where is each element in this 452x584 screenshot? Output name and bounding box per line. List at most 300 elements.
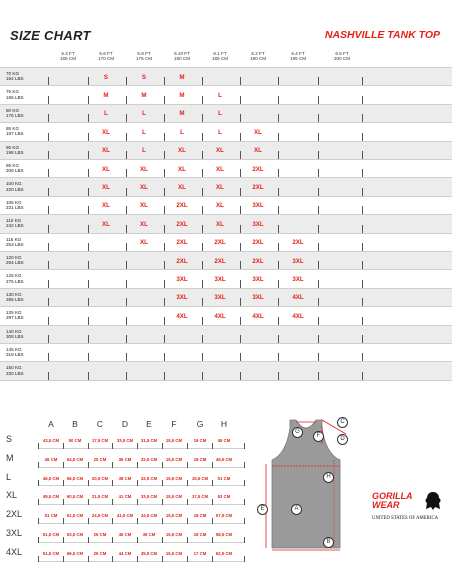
column-tick xyxy=(88,353,89,361)
column-tick xyxy=(318,298,319,306)
size-cell: 2XL xyxy=(252,183,264,191)
weight-kg: 135 KG xyxy=(6,310,22,316)
column-tick xyxy=(112,556,113,562)
column-tick xyxy=(362,114,363,122)
weight-label xyxy=(6,310,24,320)
measure-size-label: S xyxy=(6,434,13,444)
column-tick xyxy=(240,372,241,380)
column-tick xyxy=(63,462,64,468)
column-tick xyxy=(212,499,213,505)
column-tick xyxy=(48,151,49,159)
measure-column-header: H xyxy=(220,419,228,429)
height-cm: 195 CM xyxy=(289,56,307,62)
size-cell: XL xyxy=(102,202,110,210)
column-tick xyxy=(362,353,363,361)
measure-value: 56,5 CM xyxy=(66,475,84,481)
size-cell: 3XL xyxy=(214,294,226,302)
diagram-label-b: B xyxy=(323,537,334,548)
column-tick xyxy=(187,518,188,524)
measure-value: 15,5 CM xyxy=(165,438,183,443)
size-chart-title: SIZE CHART xyxy=(10,28,91,43)
measure-size-label: 3XL xyxy=(6,528,23,538)
divider xyxy=(0,380,452,381)
column-tick xyxy=(278,114,279,122)
weight-row xyxy=(0,344,452,362)
column-tick xyxy=(48,169,49,177)
weight-row xyxy=(0,362,452,380)
weight-lbs: 330 LBS xyxy=(6,370,24,376)
measure-size-label: 4XL xyxy=(6,546,23,557)
column-tick xyxy=(126,280,127,288)
divider xyxy=(38,504,244,505)
column-tick xyxy=(48,280,49,288)
height-column-header xyxy=(238,51,278,62)
size-cell: L xyxy=(142,147,146,155)
weight-kg: 150 KG xyxy=(6,365,22,371)
height-column-header xyxy=(124,51,164,62)
column-tick xyxy=(48,114,49,122)
size-cell: 3XL xyxy=(252,220,264,228)
measure-value: 36 CM xyxy=(118,456,132,462)
divider xyxy=(38,485,244,486)
height-cm: 165 CM xyxy=(59,56,77,62)
measure-value: 16 CM xyxy=(193,438,207,443)
size-cell: M xyxy=(141,91,147,99)
column-tick xyxy=(112,537,113,543)
column-tick xyxy=(212,443,213,449)
measure-value: 19 CM xyxy=(193,456,207,462)
column-tick xyxy=(362,206,363,214)
column-tick xyxy=(278,133,279,141)
column-tick xyxy=(88,462,89,468)
weight-lbs: 209 LBS xyxy=(6,168,24,174)
column-tick xyxy=(38,556,39,562)
column-tick xyxy=(244,462,245,468)
column-tick xyxy=(88,317,89,325)
measure-value: 26 CM xyxy=(93,550,107,556)
size-cell: 2XL xyxy=(252,239,264,247)
column-tick xyxy=(48,353,49,361)
measure-value: 43,5 CM xyxy=(42,438,60,443)
size-cell: S xyxy=(103,73,109,81)
size-cell: 3XL xyxy=(214,275,226,283)
column-tick xyxy=(318,151,319,159)
size-cell: XL xyxy=(216,147,224,155)
divider xyxy=(38,467,244,468)
measure-column-header: D xyxy=(121,419,129,429)
size-cell: XL xyxy=(216,220,224,228)
measure-value: 51,5 CM xyxy=(42,532,60,537)
weight-label xyxy=(6,255,24,265)
measure-value: 62,5 CM xyxy=(215,550,233,556)
column-tick xyxy=(278,206,279,214)
column-tick xyxy=(202,372,203,380)
weight-label xyxy=(6,273,24,283)
weight-kg: 145 KG xyxy=(6,347,22,352)
height-ft: 6.2 FT xyxy=(251,51,265,56)
diagram-label-a: A xyxy=(291,504,302,515)
height-cm: 200 CM xyxy=(333,56,351,62)
column-tick xyxy=(63,537,64,543)
weight-kg: 75 KG xyxy=(6,89,20,95)
size-cell: L xyxy=(218,91,222,99)
column-tick xyxy=(318,77,319,85)
measure-value: 49,5 CM xyxy=(215,456,233,462)
size-cell: XL xyxy=(140,220,148,228)
size-cell: 4XL xyxy=(214,312,226,320)
column-tick xyxy=(318,372,319,380)
height-ft: 5.4 FT xyxy=(61,51,75,56)
diagram-label-g: G xyxy=(292,427,303,438)
column-tick xyxy=(362,77,363,85)
size-cell: L xyxy=(218,128,222,136)
weight-label xyxy=(6,89,24,99)
height-ft: 5.6 FT xyxy=(99,51,113,56)
measure-value: 38 CM xyxy=(118,475,132,481)
measure-column-header: C xyxy=(96,419,104,429)
height-ft: 6.1 FT xyxy=(213,51,227,56)
measure-value: 54,5 CM xyxy=(66,456,84,462)
measure-value: 51 CM xyxy=(44,513,58,519)
column-tick xyxy=(212,480,213,486)
weight-row xyxy=(0,326,452,344)
weight-label xyxy=(6,237,24,247)
column-tick xyxy=(126,353,127,361)
column-tick xyxy=(318,280,319,288)
column-tick xyxy=(48,225,49,233)
weight-lbs: 319 LBS xyxy=(6,352,24,358)
height-column-header xyxy=(200,51,240,62)
size-cell: XL xyxy=(178,147,186,155)
weight-label xyxy=(6,200,24,210)
column-tick xyxy=(112,443,113,449)
column-tick xyxy=(362,133,363,141)
column-tick xyxy=(137,462,138,468)
size-cell: XL xyxy=(102,128,110,136)
size-cell: 3XL xyxy=(292,275,304,283)
weight-label xyxy=(6,108,24,118)
column-tick xyxy=(88,335,89,343)
column-tick xyxy=(240,353,241,361)
column-tick xyxy=(88,480,89,486)
column-tick xyxy=(88,443,89,449)
measure-column-header: B xyxy=(72,419,78,429)
measure-value: 20 CM xyxy=(93,456,107,462)
column-tick xyxy=(187,499,188,505)
column-tick xyxy=(88,261,89,269)
weight-kg: 100 KG xyxy=(6,181,22,187)
weight-label xyxy=(6,145,24,155)
weight-lbs: 220 LBS xyxy=(6,186,24,192)
measure-value: 45 CM xyxy=(118,532,132,537)
divider xyxy=(38,448,244,449)
column-tick xyxy=(362,243,363,251)
column-tick xyxy=(88,499,89,505)
column-tick xyxy=(48,317,49,325)
column-tick xyxy=(126,261,127,269)
weight-kg: 85 KG xyxy=(6,126,20,132)
column-tick xyxy=(48,261,49,269)
column-tick xyxy=(38,537,39,543)
column-tick xyxy=(244,518,245,524)
column-tick xyxy=(88,280,89,288)
brand-logo xyxy=(372,491,444,531)
column-tick xyxy=(126,298,127,306)
weight-lbs: 297 LBS xyxy=(6,315,24,321)
weight-lbs: 264 LBS xyxy=(6,260,24,266)
weight-kg: 70 KG xyxy=(6,71,20,76)
column-tick xyxy=(244,443,245,449)
measure-value: 33,5 CM xyxy=(140,494,158,500)
column-tick xyxy=(318,353,319,361)
column-tick xyxy=(38,443,39,449)
size-cell: M xyxy=(179,91,185,99)
column-tick xyxy=(278,169,279,177)
size-cell: 4XL xyxy=(252,312,264,320)
weight-lbs: 253 LBS xyxy=(6,241,24,247)
column-tick xyxy=(362,151,363,159)
size-cell: XL xyxy=(254,147,262,155)
size-cell: XL xyxy=(102,183,110,191)
column-tick xyxy=(202,77,203,85)
size-cell: L xyxy=(142,110,146,118)
column-tick xyxy=(63,499,64,505)
column-tick xyxy=(48,372,49,380)
size-cell: XL xyxy=(178,183,186,191)
height-ft: 6.4 FT xyxy=(291,51,305,56)
column-tick xyxy=(278,77,279,85)
column-tick xyxy=(244,537,245,543)
measure-column-header: F xyxy=(171,419,177,429)
column-tick xyxy=(244,480,245,486)
size-cell: XL xyxy=(102,147,110,155)
column-tick xyxy=(318,243,319,251)
measure-value: 26 CM xyxy=(93,532,107,537)
height-ft: 5.10 FT xyxy=(174,51,190,56)
weight-lbs: 165 LBS xyxy=(6,94,24,100)
measure-column-header: A xyxy=(48,419,54,429)
measure-value: 66,5 CM xyxy=(66,550,84,556)
measure-value: 32,5 CM xyxy=(140,456,158,462)
weight-label xyxy=(6,163,24,173)
column-tick xyxy=(48,188,49,196)
column-tick xyxy=(240,96,241,104)
column-tick xyxy=(187,480,188,486)
size-cell: L xyxy=(180,128,184,136)
size-cell: 3XL xyxy=(292,257,304,265)
weight-label xyxy=(6,181,24,191)
column-tick xyxy=(48,96,49,104)
measure-value: 34,5 CM xyxy=(140,513,158,519)
weight-kg: 125 KG xyxy=(6,273,22,279)
measure-value: 20,5 CM xyxy=(91,475,109,481)
size-cell: 3XL xyxy=(252,294,264,302)
column-tick xyxy=(318,188,319,196)
height-ft: 6.5 FT xyxy=(335,51,349,56)
height-cm: 185 CM xyxy=(211,56,229,62)
diagram-label-h: H xyxy=(323,472,334,483)
divider xyxy=(38,523,244,524)
size-cell: 2XL xyxy=(214,257,226,265)
measure-value: 15,5 CM xyxy=(165,456,183,462)
size-cell: XL xyxy=(140,183,148,191)
measure-value: 45 CM xyxy=(217,438,231,443)
column-tick xyxy=(318,261,319,269)
measure-value: 61,5 CM xyxy=(66,513,84,519)
column-tick xyxy=(362,372,363,380)
column-tick xyxy=(137,518,138,524)
column-tick xyxy=(362,335,363,343)
size-cell: S xyxy=(141,73,147,81)
size-cell: XL xyxy=(254,128,262,136)
column-tick xyxy=(362,96,363,104)
column-tick xyxy=(88,556,89,562)
column-tick xyxy=(112,462,113,468)
column-tick xyxy=(318,96,319,104)
measure-value: 60,5 CM xyxy=(66,494,84,500)
size-cell: 4XL xyxy=(292,312,304,320)
weight-kg: 95 KG xyxy=(6,163,20,168)
column-tick xyxy=(362,169,363,177)
measure-value: 51,5 CM xyxy=(42,550,60,556)
column-tick xyxy=(162,537,163,543)
column-tick xyxy=(278,353,279,361)
column-tick xyxy=(48,335,49,343)
measure-value: 41 CM xyxy=(118,494,132,500)
column-tick xyxy=(164,335,165,343)
column-tick xyxy=(48,298,49,306)
measure-value: 18 CM xyxy=(193,532,207,537)
column-tick xyxy=(63,443,64,449)
column-tick xyxy=(318,133,319,141)
column-tick xyxy=(212,556,213,562)
measure-value: 15,5 CM xyxy=(191,475,209,481)
weight-lbs: 187 LBS xyxy=(6,131,24,137)
column-tick xyxy=(318,317,319,325)
weight-label xyxy=(6,218,24,228)
size-cell: L xyxy=(142,128,146,136)
height-column-header xyxy=(322,51,362,62)
diagram-label-f: F xyxy=(313,431,324,442)
measure-size-label: XL xyxy=(6,490,18,501)
gorilla-icon xyxy=(424,491,442,511)
measure-value: 15,5 CM xyxy=(165,494,183,500)
weight-lbs: 308 LBS xyxy=(6,333,24,339)
size-cell: M xyxy=(179,73,185,81)
column-tick xyxy=(88,243,89,251)
weight-lbs: 286 LBS xyxy=(6,297,24,302)
product-name: NASHVILLE TANK TOP xyxy=(324,29,440,41)
column-tick xyxy=(318,169,319,177)
column-tick xyxy=(362,225,363,233)
column-tick xyxy=(88,372,89,380)
measure-value: 63,5 CM xyxy=(66,532,84,537)
weight-kg: 105 KG xyxy=(6,199,22,205)
column-tick xyxy=(88,298,89,306)
column-tick xyxy=(38,462,39,468)
size-cell: XL xyxy=(216,183,224,191)
column-tick xyxy=(318,225,319,233)
size-cell: M xyxy=(179,110,185,118)
column-tick xyxy=(112,499,113,505)
column-tick xyxy=(187,537,188,543)
size-cell: XL xyxy=(140,202,148,210)
column-tick xyxy=(318,206,319,214)
measure-value: 46 CM xyxy=(44,456,58,462)
column-tick xyxy=(212,518,213,524)
weight-kg: 120 KG xyxy=(6,255,22,260)
column-tick xyxy=(162,518,163,524)
column-tick xyxy=(187,443,188,449)
column-tick xyxy=(48,206,49,214)
size-cell: XL xyxy=(140,165,148,173)
diagram-label-e: E xyxy=(257,504,268,515)
size-cell: XL xyxy=(102,220,110,228)
column-tick xyxy=(278,225,279,233)
column-tick xyxy=(318,335,319,343)
column-tick xyxy=(162,462,163,468)
column-tick xyxy=(63,556,64,562)
column-tick xyxy=(240,77,241,85)
weight-lbs: 154 LBS xyxy=(6,76,24,82)
column-tick xyxy=(240,114,241,122)
height-column-header xyxy=(48,51,88,62)
size-cell: L xyxy=(104,110,108,118)
weight-label xyxy=(6,292,24,302)
measure-value: 32,5 CM xyxy=(140,475,158,481)
column-tick xyxy=(137,480,138,486)
measure-value: 41,5 CM xyxy=(116,513,134,519)
column-tick xyxy=(278,188,279,196)
height-column-header xyxy=(86,51,126,62)
column-tick xyxy=(162,480,163,486)
weight-label xyxy=(6,365,24,375)
column-tick xyxy=(137,499,138,505)
column-tick xyxy=(137,537,138,543)
column-tick xyxy=(48,133,49,141)
weight-lbs: 242 LBS xyxy=(6,223,24,229)
column-tick xyxy=(137,443,138,449)
measure-value: 15,5 CM xyxy=(165,513,183,519)
weight-lbs: 198 LBS xyxy=(6,149,24,155)
column-tick xyxy=(88,537,89,543)
height-ft: 5.8 FT xyxy=(137,51,151,56)
weight-label xyxy=(6,126,24,136)
size-cell: 3XL xyxy=(252,202,264,210)
column-tick xyxy=(63,480,64,486)
size-cell: XL xyxy=(140,239,148,247)
measure-value: 50 CM xyxy=(68,438,82,443)
size-cell: XL xyxy=(216,165,224,173)
column-tick xyxy=(362,261,363,269)
column-tick xyxy=(187,556,188,562)
column-tick xyxy=(164,372,165,380)
weight-lbs: 231 LBS xyxy=(6,205,24,210)
measure-value: 17,5 CM xyxy=(191,494,209,500)
size-cell: 3XL xyxy=(176,275,188,283)
column-tick xyxy=(244,556,245,562)
measure-value: 17 CM xyxy=(193,550,207,556)
column-tick xyxy=(164,353,165,361)
column-tick xyxy=(112,518,113,524)
weight-kg: 130 KG xyxy=(6,291,22,297)
size-cell: 2XL xyxy=(176,239,188,247)
measure-value: 51 CM xyxy=(217,475,231,481)
measure-value: 49,5 CM xyxy=(42,494,60,500)
column-tick xyxy=(362,298,363,306)
column-tick xyxy=(362,280,363,288)
size-cell: 2XL xyxy=(252,257,264,265)
